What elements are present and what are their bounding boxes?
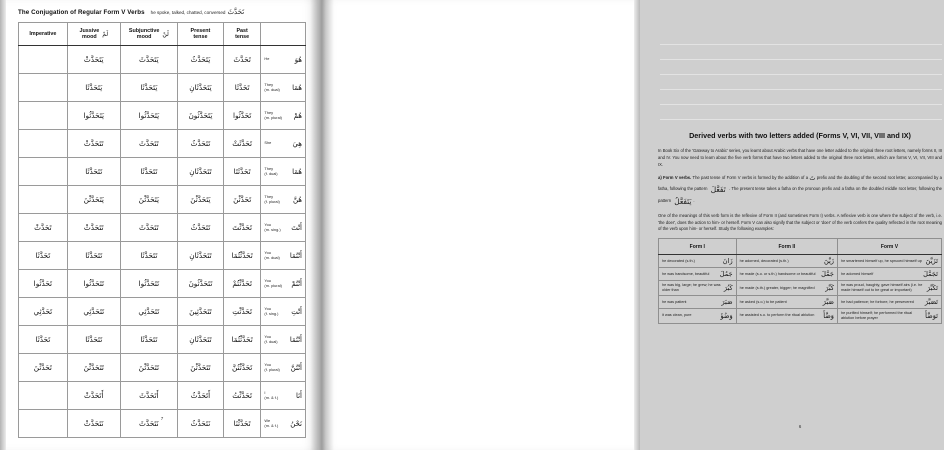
form-v-pattern-present: يَتَفَعَّلُ (674, 196, 692, 206)
conj-cell-past: تَحَدَّثْتُمَا (223, 242, 261, 270)
forms-cell-form-ii (736, 268, 837, 281)
conj-cell-present: تَتَحَدَّثُونَ (177, 270, 223, 298)
col-jussive-line1: Jussive (79, 28, 100, 35)
form-ii-arabic: زَيَّنَ (823, 257, 834, 266)
table-row (19, 242, 306, 270)
table-row (19, 158, 306, 186)
conj-cell-pronoun (261, 46, 306, 74)
form-i-english: he was patient (662, 299, 687, 304)
form-v-paragraph (658, 173, 942, 207)
conj-cell-past: تَحَدَّثْنَا (223, 410, 261, 438)
conj-cell-jussive: يَتَحَدَّثَا (67, 74, 120, 102)
conj-cell-past: تَحَدَّثْنَ (223, 186, 261, 214)
conj-cell-jussive: تَتَحَدَّثَا (67, 326, 120, 354)
conj-cell-subjunctive: تَتَحَدَّثَا (120, 242, 177, 270)
table-row (19, 130, 306, 158)
conj-cell-past: تَحَدَّثْتُمَا (223, 326, 261, 354)
conj-cell-subjunctive: يَتَحَدَّثُوا (120, 102, 177, 130)
table-row (19, 74, 306, 102)
forms-cell-form-v (837, 281, 941, 296)
table-row (19, 298, 306, 326)
conj-cell-imperative: تَحَدَّثْ (19, 214, 68, 242)
table-row (19, 354, 306, 382)
form-i-arabic: زَانَ (722, 257, 733, 266)
conj-cell-jussive: تَتَحَدَّثَا (67, 158, 120, 186)
col-subjunctive (120, 23, 177, 46)
conj-cell-present: يَتَحَدَّثْنَ (177, 186, 223, 214)
conj-cell-jussive: يَتَحَدَّثْ (67, 46, 120, 74)
pronoun-english: I (m. & f.) (264, 389, 279, 400)
table-row (19, 102, 306, 130)
col-present-line1: Present (190, 28, 211, 35)
form-ii-english: he adorned, decorated (s.th.) (739, 258, 789, 263)
conj-cell-imperative (19, 382, 68, 410)
pronoun-english: We (m. & f.) (264, 417, 279, 428)
forms-comparison-table (658, 238, 942, 324)
conj-cell-present: تَتَحَدَّثِينَ (177, 298, 223, 326)
form-v-arabic: تَوَضَّأَ (925, 311, 938, 320)
conj-cell-subjunctive: يَتَحَدَّثَ (120, 46, 177, 74)
conj-cell-pronoun (261, 74, 306, 102)
verb-gloss-english: he spoke, talked, chatted, conversed (150, 10, 226, 15)
conj-cell-pronoun (261, 270, 306, 298)
left-page-number: 7 (160, 416, 164, 421)
ruled-line (660, 104, 942, 105)
conj-cell-subjunctive: نَتَحَدَّثَ (120, 410, 177, 438)
pronoun-arabic: أَنَا (295, 391, 302, 400)
conjugation-table (18, 22, 306, 438)
forms-cell-form-i (659, 281, 737, 296)
intro-paragraph: In Book Six of the 'Gateway to Arabic' series, you learnt about Arabic verbs that have one letter added to the original three root letters, namely forms II, III and IV. You now need to learn about the five verb forms that have two letters added to the original three root letters, which are forms V, VI, VII, VIII and IX. (658, 148, 942, 167)
left-page-content (18, 8, 306, 438)
conj-cell-subjunctive: أَتَحَدَّثَ (120, 382, 177, 410)
forms-cell-form-v (837, 295, 941, 308)
pronoun-english: He (264, 56, 270, 62)
forms-col-form-v: Form V (837, 239, 941, 255)
conj-cell-imperative (19, 102, 68, 130)
pronoun-arabic: هُوَ (294, 55, 302, 64)
ruled-line (660, 44, 942, 45)
pronoun-arabic: أَنْتُنَّ (290, 363, 302, 372)
form-v-english: he was proud, haughty, gave himself airs (i.e. he made himself out to be great or important) (840, 283, 923, 293)
forms-cell-form-i (659, 268, 737, 281)
forms-cell-form-v (837, 308, 941, 323)
conjugation-table-head (19, 23, 306, 46)
verb-gloss-arabic: تَحَدَّثَ (227, 9, 245, 16)
forms-cell-form-ii (736, 295, 837, 308)
conj-cell-present: أَتَحَدَّثُ (177, 382, 223, 410)
conj-cell-past: تَحَدَّثَ (223, 46, 261, 74)
form-v-pattern-past: تَفَعَّلَ (710, 184, 726, 194)
col-jussive (67, 23, 120, 46)
table-row (659, 308, 942, 323)
pronoun-arabic: أَنْتَ (291, 223, 302, 232)
pronoun-english: She (264, 140, 272, 146)
conj-cell-subjunctive: تَتَحَدَّثْنَ (120, 354, 177, 382)
conj-cell-present: نَتَحَدَّثُ (177, 410, 223, 438)
conj-cell-pronoun (261, 382, 306, 410)
ruled-line (660, 74, 942, 75)
page-title: The Conjugation of Regular Form V Verbs (18, 9, 145, 17)
conj-cell-jussive: تَتَحَدَّثْ (67, 130, 120, 158)
ruled-line (660, 59, 942, 60)
pronoun-english: You (f. plural) (264, 361, 280, 372)
pronoun-arabic: هُمَا (292, 83, 302, 92)
conj-cell-imperative (19, 46, 68, 74)
conj-cell-subjunctive: تَتَحَدَّثَ (120, 214, 177, 242)
conj-cell-present: تَتَحَدَّثَانِ (177, 242, 223, 270)
col-imperative (19, 23, 68, 46)
conj-cell-past: تَحَدَّثْتَ (223, 214, 261, 242)
conj-cell-present: تَتَحَدَّثُ (177, 130, 223, 158)
conj-cell-subjunctive: يَتَحَدَّثْنَ (120, 186, 177, 214)
table-row (19, 46, 306, 74)
pronoun-english: You (f. sing.) (264, 305, 279, 316)
form-i-english: it was clean, pure (662, 313, 692, 318)
forms-cell-form-ii (736, 308, 837, 323)
conj-cell-present: يَتَحَدَّثَانِ (177, 74, 223, 102)
form-i-english: he was big, large; he grew; he was older than (662, 283, 721, 293)
conj-cell-subjunctive: تَتَحَدَّثِي (120, 298, 177, 326)
left-page (6, 0, 318, 450)
forms-cell-form-i (659, 295, 737, 308)
pronoun-arabic: أَنْتُمَا (289, 251, 302, 260)
pronoun-arabic: نَحْنُ (290, 419, 302, 428)
table-row (19, 410, 306, 438)
col-subjunctive-line2: mood (136, 34, 152, 41)
form-i-english: he was handsome, beautiful (662, 271, 710, 276)
forms-cell-form-v (837, 255, 941, 268)
conj-cell-jussive: يَتَحَدَّثُوا (67, 102, 120, 130)
col-pronoun (261, 23, 306, 46)
conj-cell-subjunctive: تَتَحَدَّثَا (120, 326, 177, 354)
col-past-line2: tense (235, 34, 250, 41)
form-v-arabic: تَكَبَّرَ (926, 284, 938, 293)
pronoun-arabic: أَنْتِ (291, 307, 302, 316)
pronoun-english: They (m. plural) (264, 109, 282, 120)
conj-cell-subjunctive: تَتَحَدَّثُوا (120, 270, 177, 298)
form-ii-english: he made (s.o. or s.th.) handsome or beautiful (739, 271, 816, 276)
conj-cell-present: يَتَحَدَّثُونَ (177, 102, 223, 130)
table-row (19, 186, 306, 214)
conj-cell-imperative (19, 410, 68, 438)
conj-cell-pronoun (261, 214, 306, 242)
conj-cell-subjunctive: يَتَحَدَّثَا (120, 74, 177, 102)
form-i-arabic: جَمُلَ (719, 270, 733, 279)
conj-cell-imperative (19, 74, 68, 102)
forms-cell-form-v (837, 268, 941, 281)
section-heading: Derived verbs with two letters added (Forms V, VI, VII, VIII and IX) (689, 131, 911, 140)
form-i-arabic: وَضُؤَ (720, 311, 733, 320)
conj-cell-jussive: تَتَحَدَّثِي (67, 298, 120, 326)
col-past (223, 23, 261, 46)
form-v-prefix-arabic: تَ (809, 174, 816, 183)
form-ii-arabic: صَبَّرَ (822, 297, 834, 306)
conj-cell-present: تَتَحَدَّثَانِ (177, 158, 223, 186)
col-subjunctive-line1: Subjunctive (128, 28, 160, 35)
table-row (19, 382, 306, 410)
form-i-arabic: صَبَرَ (721, 297, 733, 306)
conj-cell-pronoun (261, 298, 306, 326)
pronoun-arabic: هُنَّ (292, 195, 302, 204)
form-v-text-2: prefix and the doubling of the second root letter, accompanied by a fatha, following the pattern (658, 175, 942, 191)
right-page-number: 6 (798, 424, 802, 429)
ruled-line (660, 89, 942, 90)
form-ii-arabic: كَبَّرَ (825, 284, 834, 293)
form-v-text-4: . (693, 197, 695, 203)
conj-cell-pronoun (261, 186, 306, 214)
col-past-line1: Past (236, 28, 248, 35)
conj-cell-pronoun (261, 102, 306, 130)
conj-cell-past: تَحَدَّثُوا (223, 102, 261, 130)
col-imperative-label: Imperative (29, 31, 57, 38)
form-v-arabic: تَصَبَّرَ (924, 297, 938, 306)
conj-cell-past: تَحَدَّثْتُ (223, 382, 261, 410)
form-v-english: he adorned himself (840, 271, 874, 276)
forms-table-body (659, 255, 942, 324)
pronoun-english: You (m. sing.) (264, 221, 281, 232)
reflexive-paragraph: One of the meanings of this verb form is the reflexive of Form II (and sometimes Form I) verbs. A reflexive verb is one where the subject of the verb, i.e. 'the doer', does the action to him- or herself. Form V can also signify that the subject or 'doer' of the verb confers the quality reflected in the root meaning of the verb upon him- or herself. Study the following examples: (658, 212, 942, 232)
pronoun-arabic: هِيَ (292, 139, 302, 148)
pronoun-english: You (m. plural) (264, 277, 282, 288)
conj-cell-pronoun (261, 354, 306, 382)
conj-cell-past: تَحَدَّثَتَا (223, 158, 261, 186)
form-v-text-3: . The present tense takes a fatha on the pronoun prefix and a fatha on the doubled middle root letter, following the pattern (658, 185, 942, 203)
form-v-text-1: The past tense of Form V verbs is formed by the addition of a (692, 175, 809, 181)
conj-cell-imperative: تَحَدَّثِي (19, 298, 68, 326)
conj-cell-imperative: تَحَدَّثْنَ (19, 354, 68, 382)
left-title-row (18, 8, 306, 16)
conj-cell-subjunctive: تَتَحَدَّثَ (120, 130, 177, 158)
conj-cell-imperative (19, 158, 68, 186)
forms-col-form-i: Form I (659, 239, 737, 255)
table-row (659, 268, 942, 281)
right-page-content (658, 148, 942, 324)
conj-cell-past: تَحَدَّثْتِ (223, 298, 261, 326)
conj-cell-pronoun (261, 242, 306, 270)
pronoun-english: They (f. dual) (264, 165, 278, 176)
form-v-english: he purified himself; he performed the ritual ablution before prayer (840, 310, 913, 320)
form-ii-arabic: جَمَّلَ (821, 270, 834, 279)
conj-cell-present: يَتَحَدَّثُ (177, 46, 223, 74)
col-jussive-particle: لَمْ (102, 31, 109, 38)
col-subjunctive-particle: لَنْ (162, 31, 169, 38)
conj-cell-present: تَتَحَدَّثْنَ (177, 354, 223, 382)
conj-cell-imperative: تَحَدَّثُوا (19, 270, 68, 298)
conj-cell-jussive: تَتَحَدَّثُوا (67, 270, 120, 298)
col-present (177, 23, 223, 46)
conj-cell-past: تَحَدَّثَا (223, 74, 261, 102)
forms-cell-form-ii (736, 255, 837, 268)
table-row (659, 295, 942, 308)
pronoun-arabic: هُمَا (292, 167, 302, 176)
conj-cell-pronoun (261, 130, 306, 158)
pronoun-arabic: أَنْتُمَا (289, 335, 302, 344)
form-v-english: he smartened himself up, he spruced himself up (840, 258, 922, 263)
pronoun-english: They (m. dual) (264, 81, 280, 92)
conj-cell-jussive: يَتَحَدَّثْنَ (67, 186, 120, 214)
conj-cell-pronoun (261, 326, 306, 354)
form-v-arabic: تَزَيَّنَ (925, 257, 938, 266)
form-ii-english: he asked (s.o.) to be patient (739, 299, 787, 304)
conj-cell-subjunctive: تَتَحَدَّثَا (120, 158, 177, 186)
conj-cell-present: تَتَحَدَّثُ (177, 214, 223, 242)
conj-cell-jussive: تَتَحَدَّثْ (67, 214, 120, 242)
conj-cell-jussive: أَتَحَدَّثْ (67, 382, 120, 410)
conj-cell-past: تَحَدَّثْتُنَّ (223, 354, 261, 382)
table-row (659, 255, 942, 268)
form-v-arabic: تَجَمَّلَ (923, 270, 938, 279)
form-ii-english: he made (s.th.) greater, bigger; he magnified (739, 285, 815, 290)
table-row (659, 281, 942, 296)
conj-cell-pronoun (261, 410, 306, 438)
conjugation-table-body (19, 46, 306, 438)
forms-col-form-ii: Form II (736, 239, 837, 255)
conj-cell-imperative: تَحَدَّثَا (19, 326, 68, 354)
table-row (19, 270, 306, 298)
pronoun-english: You (f. dual) (264, 333, 278, 344)
form-ii-english: he assisted s.o. to perform the ritual ablution (739, 313, 815, 318)
conj-cell-pronoun (261, 158, 306, 186)
conj-cell-jussive: تَتَحَدَّثْنَ (67, 354, 120, 382)
forms-table-head (659, 239, 942, 255)
pronoun-english: You (m. dual) (264, 249, 280, 260)
conj-cell-jussive: نَتَحَدَّثْ (67, 410, 120, 438)
form-i-english: he decorated (s.th.) (662, 258, 695, 263)
ruled-lines (660, 44, 942, 134)
col-present-line2: tense (193, 34, 208, 41)
conjugation-header-row (19, 23, 306, 46)
ruled-line (660, 119, 942, 120)
conj-cell-past: تَحَدَّثَتْ (223, 130, 261, 158)
pronoun-english: They (f. plural) (264, 193, 280, 204)
forms-cell-form-i (659, 255, 737, 268)
conj-cell-past: تَحَدَّثْتُمْ (223, 270, 261, 298)
conj-cell-jussive: تَتَحَدَّثَا (67, 242, 120, 270)
table-row (19, 326, 306, 354)
form-v-label: a) Form V verbs. (658, 175, 692, 181)
pronoun-arabic: هُمْ (293, 111, 302, 120)
pronoun-arabic: أَنْتُمْ (291, 279, 302, 288)
col-jussive-line2: mood (82, 34, 97, 41)
conj-cell-imperative (19, 186, 68, 214)
forms-cell-form-i (659, 308, 737, 323)
conj-cell-present: تَتَحَدَّثَانِ (177, 326, 223, 354)
table-row (19, 214, 306, 242)
forms-header-row (659, 239, 942, 255)
forms-cell-form-ii (736, 281, 837, 296)
conj-cell-imperative: تَحَدَّثَا (19, 242, 68, 270)
form-ii-arabic: وَضَّأَ (823, 311, 834, 320)
form-i-arabic: كَبُرَ (723, 284, 733, 293)
right-page (322, 0, 942, 450)
conj-cell-imperative (19, 130, 68, 158)
verb-gloss (151, 8, 245, 16)
form-v-english: he had patience; he forbore, he persevered (840, 299, 914, 304)
